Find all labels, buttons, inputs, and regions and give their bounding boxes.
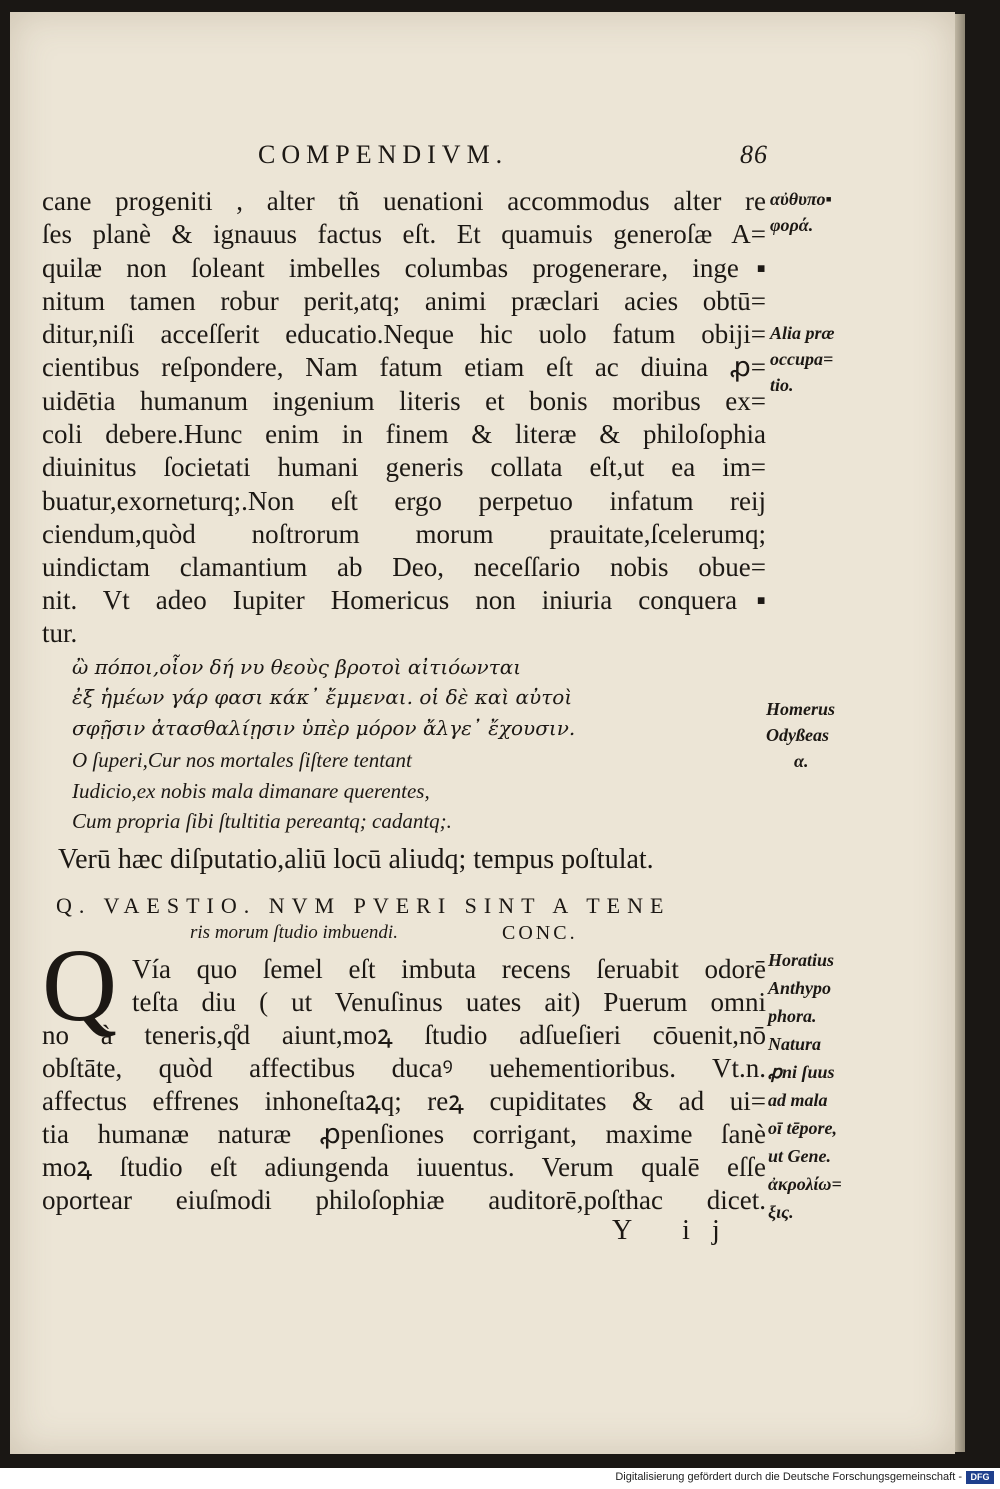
funding-notice: Digitalisierung gefördert durch die Deutsche Forschungsgemeinschaft - (615, 1471, 962, 1483)
marginal-line: α. (794, 751, 809, 771)
text-line: nitum tamen robur perit,atq; animi præclari acies obtū= (42, 286, 766, 316)
text-line: uidētia humanum ingenium literis et bonis moribus ex= (42, 386, 766, 416)
text-line: tur. (42, 618, 78, 648)
conclusio-label: CONC. (502, 922, 578, 944)
text-line: coli debere.Hunc enim in finem & literæ & philoſophia (42, 419, 766, 449)
text-line: teſta diu ( ut Venuſinus uates ait) Puerum omni (132, 987, 766, 1017)
greek-verse: σφῇσιν ἀτασθαλίῃσιν ὑπὲρ μόρον ἄλγε᾽ ἔχουσιν. (72, 716, 576, 740)
text-line: obſtāte, quòd affectibus ducaꝰ uehementioribus. Vt.n. (42, 1053, 766, 1083)
text-line: oportear eiuſmodi philoſophiæ auditorē,poſthac dicet. (42, 1185, 766, 1215)
marginal-line: Natura (768, 1034, 822, 1054)
marginal-note-3 (766, 696, 866, 774)
marginal-line: ut Gene. (768, 1146, 831, 1166)
footer-bar (0, 1468, 1000, 1489)
text-line: tia humanæ naturæ ꝓpenſiones corrigant, maxime ſanè (42, 1119, 766, 1149)
marginal-line: tio. (770, 375, 794, 395)
marginal-line: occupa= (770, 349, 834, 369)
text-line: uindictam clamantium ab Deo, neceſſario nobis obue= (42, 552, 766, 582)
marginal-line: Horatius (768, 950, 835, 970)
marginal-line: Odyßeas (766, 725, 829, 745)
marginal-line: Homerus (766, 699, 836, 719)
marginal-line: Alia præ (770, 323, 835, 343)
text-line: quilæ non ſoleant imbelles columbas progenerare, inge▪ (42, 253, 766, 283)
drop-initial: Q (42, 928, 118, 1043)
running-header (258, 140, 768, 176)
signature-mark: Y ij (612, 1215, 742, 1246)
text-line: cane progeniti , alter tñ uenationi accommodus alter re (42, 186, 766, 216)
folio-number: 86 (740, 140, 768, 169)
running-title: COMPENDIVM. (258, 140, 509, 169)
latin-verse: Iudicio,ex nobis mala dimanare querentes, (72, 779, 430, 803)
page-edge (955, 14, 965, 1452)
marginal-note-4 (768, 946, 868, 1226)
question-subheading-text: ris morum ſtudio imbuendi. (190, 922, 398, 943)
marginal-line: Anthypo (768, 978, 832, 998)
marginal-line: φορά. (770, 215, 814, 235)
text-line: ditur,niſi acceſſerit educatio.Neque hic uolo fatum obiji= (42, 319, 766, 349)
text-line: moꝝ ſtudio eſt adiungenda iuuentus. Verum qualē eſſe (42, 1152, 766, 1182)
latin-verse: O ſuperi,Cur nos mortales ſiſtere tentant (72, 748, 412, 772)
text-line: no à teneris,q̊d aiunt,moꝝ ſtudio adſueſieri cōuenit,nō (42, 1020, 766, 1050)
marginal-line: ad mala (768, 1090, 828, 1110)
marginal-line: phora. (768, 1006, 817, 1026)
text-line: ciendum,quòd noſtrorum morum prauitate,ſcelerumq; (42, 519, 766, 549)
text-line: cientibus reſpondere, Nam fatum etiam eſt ac diuina ꝓ= (42, 352, 766, 382)
marginal-line: αὐθυπο▪ (770, 189, 832, 209)
latin-verse: Cum propria ſibi ſtultitia pereantq; cadantq;. (72, 809, 452, 833)
marginal-note-1 (770, 186, 870, 238)
text-line: diuinitus ſocietati humani generis collata eſt,ut ea im= (42, 452, 766, 482)
text-line: ſes planè & ignauus factus eſt. Et quamuis generoſæ A= (42, 219, 766, 249)
question-subheading (190, 922, 610, 950)
greek-verse: ἐξ ἡμέων γάρ φασι κάκ᾽ ἔμμεναι. οἱ δὲ καὶ αὐτοὶ (72, 685, 573, 709)
marginal-line: ꝓni ſuus (768, 1062, 835, 1082)
marginal-note-2 (770, 320, 870, 398)
text-line: nit. Vt adeo Iupiter Homericus non iniuria conquera▪ (42, 585, 766, 615)
marginal-line: ξις. (768, 1202, 794, 1222)
marginal-line: oī tēpore, (768, 1118, 837, 1138)
marginal-line: ἀκρολίω= (768, 1174, 842, 1194)
text-line: Vía quo ſemel eſt imbuta recens ſeruabit odorē (132, 954, 766, 984)
text-line: buatur,exorneturq;.Non eſt ergo perpetuo infatum reij (42, 486, 766, 516)
greek-verse: ὢ πόποι,οἷον δή νυ θεοὺς βροτοὶ αἰτιόωνται (72, 655, 522, 679)
text-line: affectus effrenes inhoneſtaꝝq; reꝝ cupiditates & ad ui= (42, 1086, 766, 1116)
question-heading: Q. VAESTIO. NVM PVERI SINT A TENE (56, 893, 671, 918)
closing-line: Verū hæc diſputatio,aliū locū aliudq; tempus poſtulat. (58, 844, 654, 875)
dfg-logo-icon: DFG (966, 1471, 994, 1484)
